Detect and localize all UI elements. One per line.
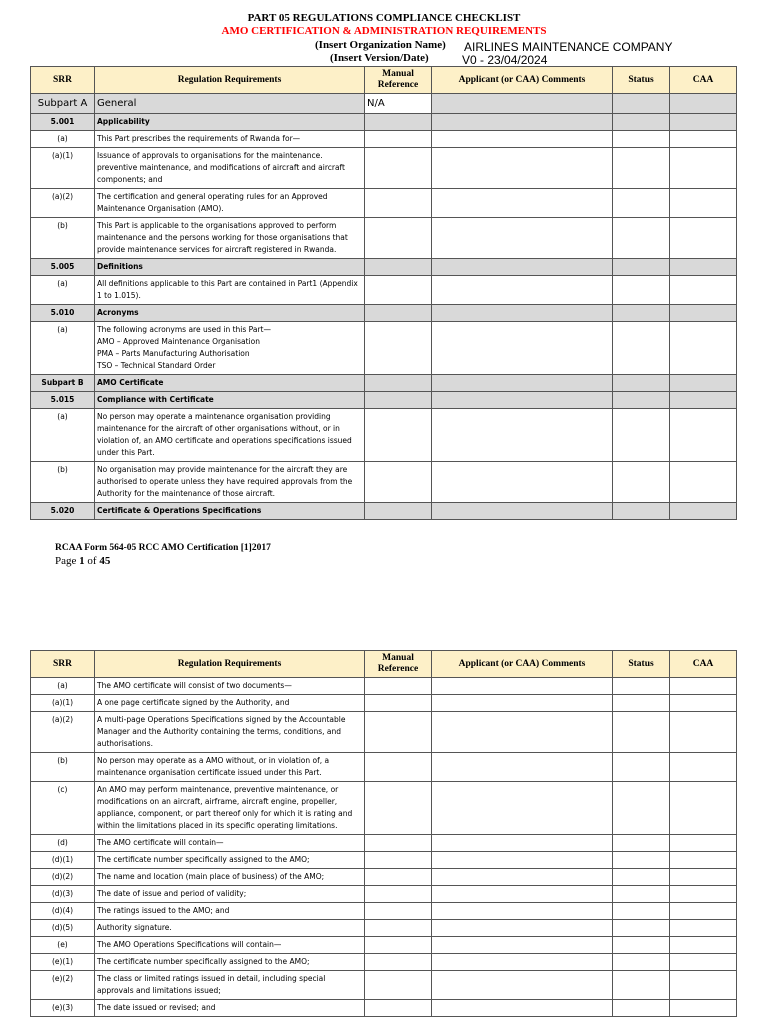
col-regulation-requirements: Regulation Requirements (95, 651, 365, 678)
table-cell-srr: (b) (31, 462, 95, 503)
table-cell-status[interactable] (613, 392, 670, 409)
table-row (31, 1000, 737, 1017)
table-cell-comments[interactable] (432, 903, 613, 920)
table-cell-comments[interactable] (432, 392, 613, 409)
table-row (31, 886, 737, 903)
table-cell-status[interactable] (613, 189, 670, 218)
table-cell-manual[interactable] (365, 462, 432, 503)
table-cell-srr: (d)(3) (31, 886, 95, 903)
table-cell-status[interactable] (613, 835, 670, 852)
table-row (31, 276, 737, 305)
of-word: of (87, 555, 97, 567)
table-cell-srr: 5.001 (31, 114, 95, 131)
table-cell-requirement: AMO Certificate (95, 375, 365, 392)
table-cell-manual[interactable] (365, 409, 432, 462)
page-number (55, 555, 110, 567)
table-cell-srr: (d)(5) (31, 920, 95, 937)
col-comments: Applicant (or CAA) Comments (432, 651, 613, 678)
table-1-body (31, 94, 737, 520)
table-cell-comments[interactable] (432, 259, 613, 276)
table-cell-requirement: The AMO certificate will consist of two documents— (95, 678, 365, 695)
table-cell-manual[interactable] (365, 392, 432, 409)
table-cell-requirement: The following acronyms are used in this Part— AMO – Approved Maintenance Organisation PMA – Parts Manufacturing Authorisation TSO – Technical Standard Order (95, 322, 365, 375)
table-cell-srr: 5.020 (31, 503, 95, 520)
table-cell-caa[interactable] (670, 131, 737, 148)
table-cell-requirement: The AMO Operations Specifications will contain— (95, 937, 365, 954)
table-cell-caa[interactable] (670, 392, 737, 409)
table-cell-manual[interactable] (365, 678, 432, 695)
table-cell-requirement: Compliance with Certificate (95, 392, 365, 409)
table-cell-caa[interactable] (670, 259, 737, 276)
table-cell-comments[interactable] (432, 971, 613, 1000)
table-cell-caa[interactable] (670, 903, 737, 920)
table-cell-status[interactable] (613, 462, 670, 503)
table-cell-requirement: The certification and general operating rules for an Approved Maintenance Organisation (AMO). (95, 189, 365, 218)
table-row (31, 971, 737, 1000)
checklist-table-1 (30, 66, 737, 520)
subpart-a-row (31, 94, 737, 114)
table-cell-caa[interactable] (670, 189, 737, 218)
table-row (31, 503, 737, 520)
table-row (31, 218, 737, 259)
table-cell-comments[interactable] (432, 189, 613, 218)
table-cell-status[interactable] (613, 712, 670, 753)
table-cell-srr: (d)(1) (31, 852, 95, 869)
table-cell-status[interactable] (613, 869, 670, 886)
col-status: Status (613, 651, 670, 678)
table-cell-requirement: This Part prescribes the requirements of Rwanda for— (95, 131, 365, 148)
table-cell-caa[interactable] (670, 503, 737, 520)
table-cell-requirement: Certificate & Operations Specifications (95, 503, 365, 520)
org-value: AIRLINES MAINTENANCE COMPANY (464, 40, 673, 54)
table-cell-srr: (e) (31, 937, 95, 954)
table-cell-comments[interactable] (432, 852, 613, 869)
org-label: (Insert Organization Name) (315, 39, 446, 51)
table-cell-srr: (a)(2) (31, 189, 95, 218)
table-cell-srr: (d)(4) (31, 903, 95, 920)
table-cell-comments[interactable] (432, 753, 613, 782)
version-value: V0 - 23/04/2024 (462, 53, 548, 67)
col-srr: SRR (31, 67, 95, 94)
table-cell-requirement: The ratings issued to the AMO; and (95, 903, 365, 920)
table-cell-requirement: This Part is applicable to the organisations approved to perform maintenance and the persons working for those organisations that provide maintenance services for aircraft registered in Rwanda. (95, 218, 365, 259)
col-caa: CAA (670, 651, 737, 678)
table-cell-manual[interactable] (365, 1000, 432, 1017)
table-cell-status[interactable] (613, 903, 670, 920)
table-cell-requirement: Acronyms (95, 305, 365, 322)
table-cell-manual[interactable] (365, 954, 432, 971)
table-cell-status[interactable] (613, 305, 670, 322)
table-cell-srr: (e)(2) (31, 971, 95, 1000)
table-row (31, 903, 737, 920)
table-row (31, 753, 737, 782)
table-cell-srr: (c) (31, 782, 95, 835)
version-label: (Insert Version/Date) (330, 52, 429, 64)
table-cell-caa[interactable] (670, 869, 737, 886)
table-cell-status[interactable] (613, 1000, 670, 1017)
table-cell-status[interactable] (613, 114, 670, 131)
table-cell-requirement: Authority signature. (95, 920, 365, 937)
table-cell-status[interactable] (613, 148, 670, 189)
table-cell-status[interactable] (613, 937, 670, 954)
col-regulation-requirements: Regulation Requirements (95, 67, 365, 94)
table-row (31, 937, 737, 954)
table-2-body (31, 678, 737, 1017)
table-cell-status[interactable] (613, 695, 670, 712)
table-cell-comments[interactable] (432, 131, 613, 148)
table-cell-caa[interactable] (670, 148, 737, 189)
table-cell-manual[interactable] (365, 886, 432, 903)
table-cell-srr: (a) (31, 678, 95, 695)
table-cell-status[interactable] (613, 131, 670, 148)
table-cell-comments[interactable] (432, 94, 613, 114)
table-cell-srr: (d) (31, 835, 95, 852)
table-cell-manual[interactable] (365, 322, 432, 375)
table-cell-caa[interactable] (670, 753, 737, 782)
table-cell-caa[interactable] (670, 954, 737, 971)
table-cell-comments[interactable] (432, 886, 613, 903)
page-total: 45 (99, 555, 111, 567)
table-cell-status[interactable] (613, 954, 670, 971)
table-cell-caa[interactable] (670, 712, 737, 753)
table-cell-srr: (a) (31, 276, 95, 305)
table-cell-manual[interactable] (365, 503, 432, 520)
table-cell-status[interactable] (613, 94, 670, 114)
table-cell-manual[interactable] (365, 852, 432, 869)
table-cell-status[interactable] (613, 782, 670, 835)
table-cell-caa[interactable] (670, 305, 737, 322)
table-cell-srr: (e)(3) (31, 1000, 95, 1017)
table-cell-comments[interactable] (432, 409, 613, 462)
col-status: Status (613, 67, 670, 94)
table-cell-caa[interactable] (670, 695, 737, 712)
table-row (31, 114, 737, 131)
col-srr: SRR (31, 651, 95, 678)
table-cell-requirement: No person may operate a maintenance organisation providing maintenance for the aircraft of other organisations without, or in violation of, an AMO certificate and operations specifications issued under this Part. (95, 409, 365, 462)
table-row (31, 462, 737, 503)
table-cell-srr: (a)(1) (31, 148, 95, 189)
table-row (31, 148, 737, 189)
table-cell-comments[interactable] (432, 305, 613, 322)
table-cell-caa[interactable] (670, 94, 737, 114)
table-cell-srr: (a)(2) (31, 712, 95, 753)
table-row (31, 678, 737, 695)
table-cell-caa[interactable] (670, 971, 737, 1000)
table-row (31, 375, 737, 392)
table-cell-status[interactable] (613, 409, 670, 462)
table-row (31, 305, 737, 322)
table-cell-caa[interactable] (670, 835, 737, 852)
table-cell-manual[interactable] (365, 869, 432, 886)
table-cell-status[interactable] (613, 276, 670, 305)
table-cell-caa[interactable] (670, 114, 737, 131)
table-cell-requirement: Definitions (95, 259, 365, 276)
table-row (31, 852, 737, 869)
table-cell-status[interactable] (613, 920, 670, 937)
table-cell-manual[interactable] (365, 920, 432, 937)
table-cell-caa[interactable] (670, 920, 737, 937)
table-cell-manual[interactable] (365, 712, 432, 753)
table-cell-caa[interactable] (670, 886, 737, 903)
table-cell-requirement: General (95, 94, 365, 114)
table-cell-requirement: The AMO certificate will contain— (95, 835, 365, 852)
table-cell-manual[interactable] (365, 782, 432, 835)
table-cell-caa[interactable] (670, 937, 737, 954)
table-cell-requirement: The class or limited ratings issued in detail, including special approvals and limitations issued; (95, 971, 365, 1000)
table-cell-manual[interactable] (365, 259, 432, 276)
table-cell-comments[interactable] (432, 276, 613, 305)
table-row (31, 392, 737, 409)
table-cell-srr: 5.005 (31, 259, 95, 276)
table-cell-status[interactable] (613, 259, 670, 276)
table-row (31, 712, 737, 753)
table-cell-comments[interactable] (432, 375, 613, 392)
table-cell-requirement: A one page certificate signed by the Authority, and (95, 695, 365, 712)
table-cell-manual[interactable] (365, 218, 432, 259)
table-cell-status[interactable] (613, 322, 670, 375)
table-cell-comments[interactable] (432, 782, 613, 835)
table-cell-requirement: No organisation may provide maintenance for the aircraft they are authorised to operate unless they have required approvals from the Authority for the maintenance of those aircraft. (95, 462, 365, 503)
table-row (31, 322, 737, 375)
table-cell-requirement: All definitions applicable to this Part are contained in Part1 (Appendix 1 to 1.015). (95, 276, 365, 305)
table-cell-comments[interactable] (432, 920, 613, 937)
table-cell-caa[interactable] (670, 218, 737, 259)
table-cell-srr: (a) (31, 409, 95, 462)
table-cell-comments[interactable] (432, 678, 613, 695)
table-cell-manual[interactable] (365, 375, 432, 392)
table-cell-comments[interactable] (432, 712, 613, 753)
table-row (31, 782, 737, 835)
table-cell-requirement: The date of issue and period of validity; (95, 886, 365, 903)
table-row (31, 954, 737, 971)
table-cell-srr: (d)(2) (31, 869, 95, 886)
table-cell-requirement: Applicability (95, 114, 365, 131)
table-cell-comments[interactable] (432, 462, 613, 503)
table-cell-status[interactable] (613, 503, 670, 520)
table-cell-manual[interactable] (365, 971, 432, 1000)
table-cell-requirement: A multi-page Operations Specifications signed by the Accountable Manager and the Authority containing the terms, conditions, and authorisations. (95, 712, 365, 753)
page-current: 1 (79, 555, 85, 567)
col-manual-reference: Manual Reference (365, 651, 432, 678)
document-title: PART 05 REGULATIONS COMPLIANCE CHECKLIST (247, 12, 521, 24)
table-cell-comments[interactable] (432, 937, 613, 954)
table-cell-status[interactable] (613, 852, 670, 869)
table-cell-srr: (b) (31, 218, 95, 259)
table-cell-srr: (a) (31, 131, 95, 148)
table-cell-srr: (b) (31, 753, 95, 782)
table-cell-manual[interactable] (365, 114, 432, 131)
table-cell-srr: (a) (31, 322, 95, 375)
table-cell-caa[interactable] (670, 409, 737, 462)
table-cell-comments[interactable] (432, 835, 613, 852)
table-row (31, 259, 737, 276)
col-comments: Applicant (or CAA) Comments (432, 67, 613, 94)
table-cell-srr: Subpart B (31, 375, 95, 392)
table-cell-requirement: The certificate number specifically assigned to the AMO; (95, 954, 365, 971)
table-row (31, 409, 737, 462)
table-cell-comments[interactable] (432, 1000, 613, 1017)
table-cell-requirement: No person may operate as a AMO without, or in violation of, a maintenance organisation certificate issued under this Part. (95, 753, 365, 782)
table-cell-srr: 5.015 (31, 392, 95, 409)
table-cell-requirement: The date issued or revised; and (95, 1000, 365, 1017)
table-cell-srr: Subpart A (31, 94, 95, 114)
document-subtitle: AMO CERTIFICATION & ADMINISTRATION REQUIREMENTS (221, 25, 547, 37)
checklist-table-2 (30, 650, 737, 1017)
table-row (31, 695, 737, 712)
table-cell-caa[interactable] (670, 852, 737, 869)
table-cell-comments[interactable] (432, 322, 613, 375)
table-cell-manual[interactable] (365, 835, 432, 852)
table-cell-manual[interactable] (365, 753, 432, 782)
table-cell-status[interactable] (613, 971, 670, 1000)
table-cell-comments[interactable] (432, 218, 613, 259)
table-row (31, 131, 737, 148)
table-row (31, 920, 737, 937)
table-cell-manual[interactable] (365, 305, 432, 322)
table-cell-status[interactable] (613, 678, 670, 695)
page-word: Page (55, 555, 77, 567)
table-cell-caa[interactable] (670, 462, 737, 503)
table-cell-caa[interactable] (670, 1000, 737, 1017)
table-cell-manual[interactable] (365, 903, 432, 920)
table-cell-status[interactable] (613, 753, 670, 782)
table-cell-caa[interactable] (670, 375, 737, 392)
table-cell-caa[interactable] (670, 782, 737, 835)
table-row (31, 869, 737, 886)
table-cell-manual[interactable]: N/A (365, 94, 432, 114)
col-manual-reference: Manual Reference (365, 67, 432, 94)
table-cell-status[interactable] (613, 375, 670, 392)
table-cell-status[interactable] (613, 886, 670, 903)
table-row (31, 189, 737, 218)
form-reference: RCAA Form 564-05 RCC AMO Certification [1]2017 (55, 543, 271, 553)
table-cell-comments[interactable] (432, 869, 613, 886)
table-cell-requirement: Issuance of approvals to organisations for the maintenance. preventive maintenance, and modifications of aircraft and aircraft components; and (95, 148, 365, 189)
table-cell-caa[interactable] (670, 678, 737, 695)
table-cell-comments[interactable] (432, 148, 613, 189)
table-row (31, 835, 737, 852)
table-cell-requirement: The certificate number specifically assigned to the AMO; (95, 852, 365, 869)
table-cell-manual[interactable] (365, 148, 432, 189)
table-cell-srr: (e)(1) (31, 954, 95, 971)
table-cell-comments[interactable] (432, 114, 613, 131)
table-cell-manual[interactable] (365, 937, 432, 954)
table-cell-srr: 5.010 (31, 305, 95, 322)
table-cell-manual[interactable] (365, 695, 432, 712)
table-cell-status[interactable] (613, 218, 670, 259)
table-cell-caa[interactable] (670, 322, 737, 375)
table-cell-manual[interactable] (365, 131, 432, 148)
table-cell-srr: (a)(1) (31, 695, 95, 712)
table-cell-caa[interactable] (670, 276, 737, 305)
table-cell-manual[interactable] (365, 189, 432, 218)
table-cell-requirement: The name and location (main place of business) of the AMO; (95, 869, 365, 886)
table-cell-manual[interactable] (365, 276, 432, 305)
table-cell-comments[interactable] (432, 695, 613, 712)
table-cell-requirement: An AMO may perform maintenance, preventive maintenance, or modifications on an aircraft, airframe, aircraft engine, propeller, appliance, component, or part thereof only for which it is rating and within the limitations placed in its specific operating limitations. (95, 782, 365, 835)
col-caa: CAA (670, 67, 737, 94)
table-cell-comments[interactable] (432, 954, 613, 971)
table-cell-comments[interactable] (432, 503, 613, 520)
